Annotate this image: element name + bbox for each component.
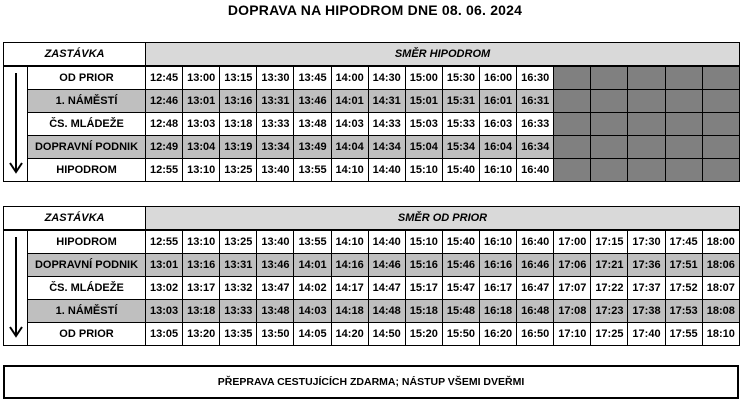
departure-time: 14:31 (368, 90, 405, 113)
table-row (4, 159, 740, 182)
departure-time: 13:47 (257, 277, 294, 300)
departure-time: 15:20 (405, 323, 442, 346)
direction-header: SMĚR HIPODROM (146, 43, 740, 67)
departure-time: 16:40 (517, 230, 554, 254)
departure-time: 14:48 (368, 300, 405, 323)
stop-name: 1. NÁMĚSTÍ (28, 300, 146, 323)
departure-time: 12:49 (146, 136, 183, 159)
departure-time: 16:03 (480, 113, 517, 136)
departure-time: 13:30 (257, 66, 294, 90)
departure-time: 15:04 (405, 136, 442, 159)
departure-time: 17:45 (665, 230, 702, 254)
direction-header: SMĚR OD PRIOR (146, 207, 740, 231)
departure-time: 14:40 (368, 230, 405, 254)
departure-time: 13:05 (146, 323, 183, 346)
departure-time: 16:00 (480, 66, 517, 90)
empty-cell (591, 136, 628, 159)
departure-time: 17:38 (628, 300, 665, 323)
empty-cell (591, 66, 628, 90)
departure-time: 15:01 (405, 90, 442, 113)
direction-arrow-icon (4, 230, 28, 346)
departure-time: 17:10 (554, 323, 591, 346)
departure-time: 15:30 (442, 66, 479, 90)
departure-time: 16:46 (517, 254, 554, 277)
table-row (4, 300, 740, 323)
empty-cell (591, 113, 628, 136)
departure-time: 17:40 (628, 323, 665, 346)
info-note: PŘEPRAVA CESTUJÍCÍCH ZDARMA; NÁSTUP VŠEMI DVEŘMI (3, 365, 739, 399)
departure-time: 15:40 (442, 230, 479, 254)
departure-time: 16:18 (480, 300, 517, 323)
departure-time: 13:55 (294, 230, 331, 254)
departure-time: 17:52 (665, 277, 702, 300)
departure-time: 13:16 (220, 90, 257, 113)
departure-time: 15:00 (405, 66, 442, 90)
departure-time: 15:17 (405, 277, 442, 300)
departure-time: 18:06 (702, 254, 739, 277)
departure-time: 16:33 (517, 113, 554, 136)
empty-cell (554, 136, 591, 159)
departure-time: 18:07 (702, 277, 739, 300)
departure-time: 13:18 (183, 300, 220, 323)
stop-name: DOPRAVNÍ PODNIK (28, 254, 146, 277)
departure-time: 17:55 (665, 323, 702, 346)
departure-time: 13:49 (294, 136, 331, 159)
departure-time: 16:50 (517, 323, 554, 346)
table-row (4, 90, 740, 113)
departure-time: 15:31 (442, 90, 479, 113)
departure-time: 16:16 (480, 254, 517, 277)
departure-time: 17:30 (628, 230, 665, 254)
empty-cell (591, 159, 628, 182)
departure-time: 15:18 (405, 300, 442, 323)
stop-name: OD PRIOR (28, 323, 146, 346)
departure-time: 18:10 (702, 323, 739, 346)
departure-time: 13:18 (220, 113, 257, 136)
stop-column-header: ZASTÁVKA (4, 207, 146, 231)
departure-time: 13:33 (220, 300, 257, 323)
empty-cell (628, 159, 665, 182)
table-row (4, 323, 740, 346)
departure-time: 17:00 (554, 230, 591, 254)
departure-time: 13:25 (220, 230, 257, 254)
table-row (4, 66, 740, 90)
timetable-from-hipodrom (3, 206, 740, 346)
departure-time: 14:17 (331, 277, 368, 300)
stop-name: HIPODROM (28, 230, 146, 254)
departure-time: 16:30 (517, 66, 554, 90)
departure-time: 14:30 (368, 66, 405, 90)
departure-time: 13:46 (257, 254, 294, 277)
departure-time: 13:50 (257, 323, 294, 346)
departure-time: 14:01 (331, 90, 368, 113)
departure-time: 16:47 (517, 277, 554, 300)
empty-cell (702, 66, 739, 90)
empty-cell (665, 113, 702, 136)
table-row (4, 113, 740, 136)
departure-time: 13:34 (257, 136, 294, 159)
departure-time: 13:15 (220, 66, 257, 90)
departure-time: 17:15 (591, 230, 628, 254)
departure-time: 13:48 (294, 113, 331, 136)
departure-time: 13:31 (220, 254, 257, 277)
empty-cell (628, 113, 665, 136)
departure-time: 13:45 (294, 66, 331, 90)
departure-time: 12:48 (146, 113, 183, 136)
departure-time: 17:25 (591, 323, 628, 346)
departure-time: 14:04 (331, 136, 368, 159)
empty-cell (554, 159, 591, 182)
departure-time: 12:55 (146, 230, 183, 254)
departure-time: 13:03 (183, 113, 220, 136)
departure-time: 14:03 (294, 300, 331, 323)
stop-column-header: ZASTÁVKA (4, 43, 146, 67)
departure-time: 18:08 (702, 300, 739, 323)
departure-time: 13:35 (220, 323, 257, 346)
departure-time: 16:20 (480, 323, 517, 346)
departure-time: 16:10 (480, 230, 517, 254)
departure-time: 17:36 (628, 254, 665, 277)
empty-cell (554, 113, 591, 136)
departure-time: 15:40 (442, 159, 479, 182)
departure-time: 16:40 (517, 159, 554, 182)
departure-time: 15:50 (442, 323, 479, 346)
departure-time: 15:16 (405, 254, 442, 277)
departure-time: 17:06 (554, 254, 591, 277)
departure-time: 17:37 (628, 277, 665, 300)
departure-time: 17:51 (665, 254, 702, 277)
departure-time: 17:07 (554, 277, 591, 300)
stop-name: DOPRAVNÍ PODNIK (28, 136, 146, 159)
departure-time: 13:55 (294, 159, 331, 182)
stop-name: OD PRIOR (28, 66, 146, 90)
departure-time: 15:46 (442, 254, 479, 277)
departure-time: 13:19 (220, 136, 257, 159)
departure-time: 13:33 (257, 113, 294, 136)
empty-cell (591, 90, 628, 113)
departure-time: 13:40 (257, 230, 294, 254)
departure-time: 16:04 (480, 136, 517, 159)
stop-name: ČS. MLÁDEŽE (28, 277, 146, 300)
page-title: DOPRAVA NA HIPODROM DNE 08. 06. 2024 (227, 2, 523, 18)
departure-time: 13:17 (183, 277, 220, 300)
empty-cell (665, 66, 702, 90)
departure-time: 15:03 (405, 113, 442, 136)
departure-time: 17:53 (665, 300, 702, 323)
departure-time: 17:22 (591, 277, 628, 300)
stop-name: HIPODROM (28, 159, 146, 182)
departure-time: 14:47 (368, 277, 405, 300)
departure-time: 14:10 (331, 159, 368, 182)
departure-time: 15:33 (442, 113, 479, 136)
departure-time: 16:10 (480, 159, 517, 182)
empty-cell (554, 90, 591, 113)
departure-time: 17:08 (554, 300, 591, 323)
departure-time: 16:17 (480, 277, 517, 300)
departure-time: 14:50 (368, 323, 405, 346)
empty-cell (702, 159, 739, 182)
departure-time: 14:00 (331, 66, 368, 90)
departure-time: 15:34 (442, 136, 479, 159)
departure-time: 14:20 (331, 323, 368, 346)
departure-time: 17:23 (591, 300, 628, 323)
table-row (4, 230, 740, 254)
departure-time: 16:31 (517, 90, 554, 113)
empty-cell (628, 136, 665, 159)
table-row (4, 277, 740, 300)
timetable-to-hipodrom (3, 42, 740, 182)
empty-cell (665, 90, 702, 113)
empty-cell (628, 90, 665, 113)
departure-time: 14:03 (331, 113, 368, 136)
departure-time: 14:34 (368, 136, 405, 159)
departure-time: 15:47 (442, 277, 479, 300)
departure-time: 13:10 (183, 159, 220, 182)
departure-time: 13:01 (146, 254, 183, 277)
departure-time: 13:46 (294, 90, 331, 113)
departure-time: 16:01 (480, 90, 517, 113)
departure-time: 17:21 (591, 254, 628, 277)
empty-cell (628, 66, 665, 90)
departure-time: 13:20 (183, 323, 220, 346)
departure-time: 16:48 (517, 300, 554, 323)
departure-time: 14:40 (368, 159, 405, 182)
departure-time: 14:33 (368, 113, 405, 136)
departure-time: 14:05 (294, 323, 331, 346)
departure-time: 12:55 (146, 159, 183, 182)
table-row (4, 254, 740, 277)
departure-time: 12:46 (146, 90, 183, 113)
departure-time: 13:10 (183, 230, 220, 254)
empty-cell (554, 66, 591, 90)
departure-time: 15:48 (442, 300, 479, 323)
departure-time: 13:02 (146, 277, 183, 300)
departure-time: 13:04 (183, 136, 220, 159)
empty-cell (665, 136, 702, 159)
departure-time: 13:00 (183, 66, 220, 90)
direction-arrow-icon (4, 66, 28, 182)
empty-cell (702, 90, 739, 113)
empty-cell (702, 136, 739, 159)
departure-time: 16:34 (517, 136, 554, 159)
departure-time: 18:00 (702, 230, 739, 254)
departure-time: 13:40 (257, 159, 294, 182)
departure-time: 14:16 (331, 254, 368, 277)
departure-time: 15:10 (405, 230, 442, 254)
departure-time: 14:18 (331, 300, 368, 323)
departure-time: 13:32 (220, 277, 257, 300)
departure-time: 13:16 (183, 254, 220, 277)
departure-time: 14:01 (294, 254, 331, 277)
departure-time: 14:10 (331, 230, 368, 254)
empty-cell (702, 113, 739, 136)
departure-time: 14:02 (294, 277, 331, 300)
departure-time: 13:03 (146, 300, 183, 323)
departure-time: 13:01 (183, 90, 220, 113)
stop-name: 1. NÁMĚSTÍ (28, 90, 146, 113)
departure-time: 12:45 (146, 66, 183, 90)
stop-name: ČS. MLÁDEŽE (28, 113, 146, 136)
departure-time: 13:48 (257, 300, 294, 323)
departure-time: 13:31 (257, 90, 294, 113)
departure-time: 15:10 (405, 159, 442, 182)
departure-time: 14:46 (368, 254, 405, 277)
table-row (4, 136, 740, 159)
departure-time: 13:25 (220, 159, 257, 182)
empty-cell (665, 159, 702, 182)
